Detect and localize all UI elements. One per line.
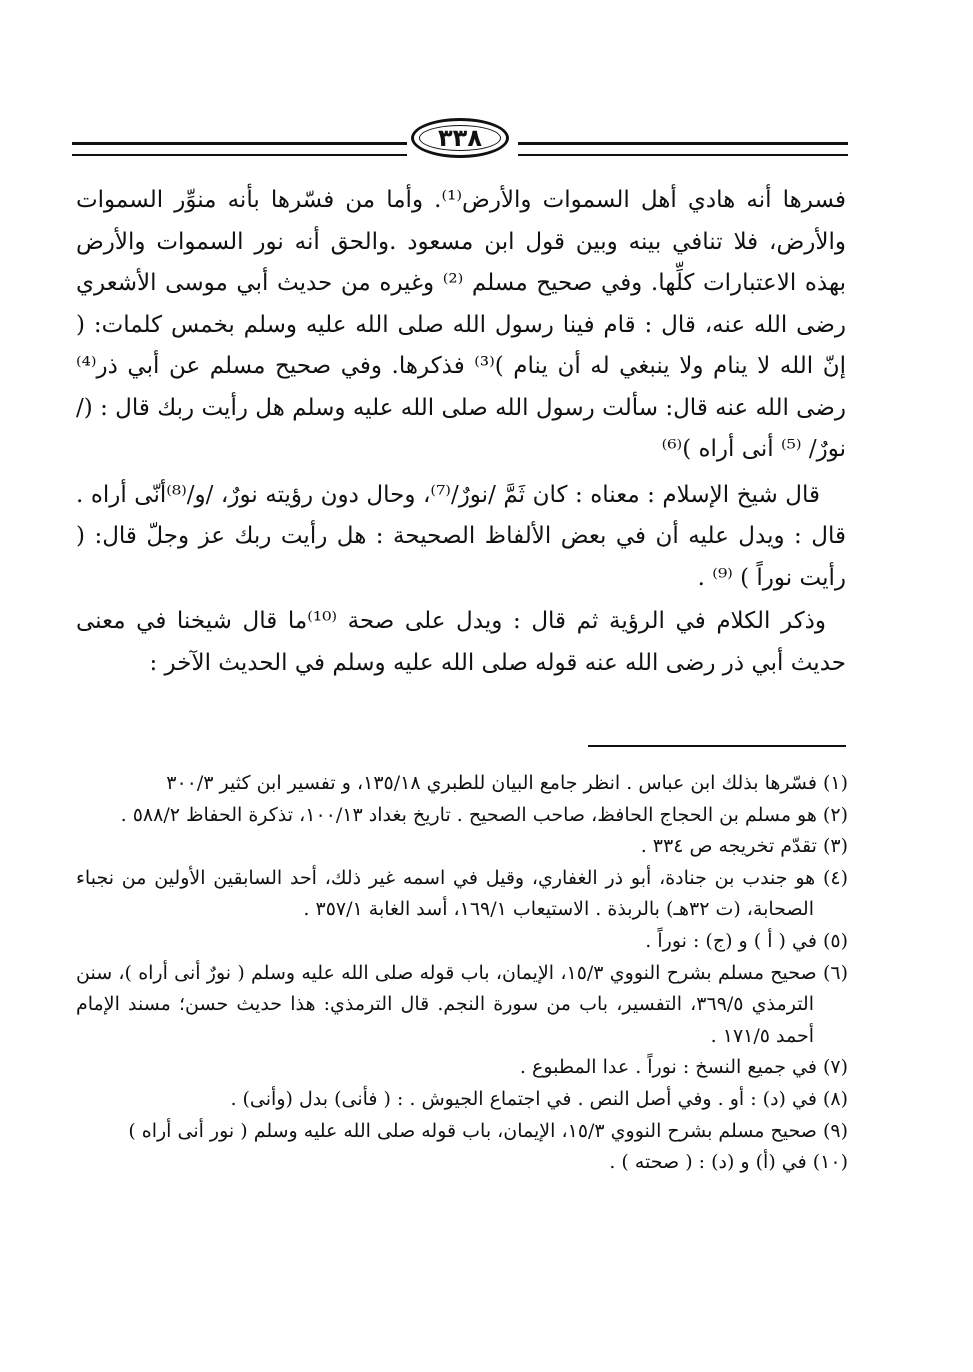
- paragraph-1: فسرها أنه هادي أهل السموات والأرض⁽¹⁾. وأما من فسّرها بأنه منوِّر السموات والأرض، فلا تنافي بينه وبين قول ابن مسعود .والحق أنه نور السموات والأرض بهذه الاعتبارات كلِّها. وفي صحيح مسلم ⁽²⁾ وغيره من حديث أبي موسى الأشعري رضى الله عنه، قال : قام فينا رسول الله صلى الله عليه وسلم بخمس كلمات: ( إنّ الله لا ينام ولا ينبغي له أن ينام )⁽³⁾ فذكرها. وفي صحيح مسلم عن أبي ذر⁽⁴⁾ رضى الله عنه قال: سألت رسول الله صلى الله عليه وسلم هل رأيت ربك قال : (/نورٌ/ ⁽⁵⁾ أنى أراه )⁽⁶⁾: [76, 187, 846, 462]
- page-number-ornament: [411, 118, 509, 158]
- footnote-9: (٩) صحيح مسلم بشرح النووي ١٥/٣، الإيمان، باب قوله صلى الله عليه وسلم ( نور أنى أراه ): [128, 1119, 848, 1142]
- footnote-2: (٢) هو مسلم بن الحجاج الحافظ، صاحب الصحيح . تاريخ بغداد ١٠٠/١٣، تذكرة الحفاظ ٥٨٨/٢ .: [120, 803, 848, 826]
- footnote-6: (٦) صحيح مسلم بشرح النووي ١٥/٣، الإيمان، باب قوله صلى الله عليه وسلم ( نورٌ أنى أراه )، سنن الترمذي ٣٦٩/٥، التفسير، باب من سورة النجم. قال الترمذي: هذا حديث حسن؛ مسند الإمام أحمد ١٧١/٥ .: [76, 961, 848, 1047]
- header-rule-right: [518, 142, 848, 156]
- footnote-1: (١) فسّرها بذلك ابن عباس . انظر جامع البيان للطبري ١٣٥/١٨، و تفسير ابن كثير ٣٠٠/٣: [166, 772, 848, 794]
- header-rule-left: [72, 142, 407, 156]
- main-text: [76, 180, 846, 684]
- footnote-5: (٥) في ( أ ) و (ج) : نوراً .: [645, 929, 848, 952]
- footnote-7: (٧) في جميع النسخ : نوراً . عدا المطبوع .: [519, 1056, 848, 1079]
- page-header: [72, 112, 848, 162]
- footnote-separator: [588, 745, 846, 747]
- footnote-3: (٣) تقدّم تخريجه ص ٣٣٤ .: [640, 835, 848, 858]
- footnote-8: (٨) في (د) : أو . وفي أصل النص . في اجتماع الجيوش . : ( فأنى) بدل (وأنى) .: [230, 1087, 848, 1110]
- page-number: ٣٣٨: [438, 124, 482, 152]
- paragraph-2: قال شيخ الإسلام : معناه : كان ثَمَّ /نورٌ/⁽⁷⁾، وحال دون رؤيته نورٌ، /و/⁽⁸⁾أنّى أراه . قال : ويدل عليه أن في بعض الألفاظ الصحيحة : هل رأيت ربك عز وجلّ قال: ( رأيت نوراً ) ⁽⁹⁾ .: [76, 481, 846, 591]
- footnotes: [76, 768, 848, 1179]
- paragraph-3: وذكر الكلام في الرؤية ثم قال : ويدل على صحة ⁽¹⁰⁾ما قال شيخنا في معنى حديث أبي ذر رضى الله عنه قوله صلى الله عليه وسلم في الحديث الآخر :: [76, 608, 846, 676]
- footnote-10: (١٠) في (أ) و (د) : ( صحته ) .: [609, 1151, 848, 1174]
- footnote-4: (٤) هو جندب بن جنادة، أبو ذر الغفاري، وقيل في اسمه غير ذلك، أحد السابقين الأولين من نجباء الصحابة، (ت ٣٢هـ) بالربذة . الاستيعاب ١٦٩/١، أسد الغابة ٣٥٧/١ .: [76, 866, 848, 921]
